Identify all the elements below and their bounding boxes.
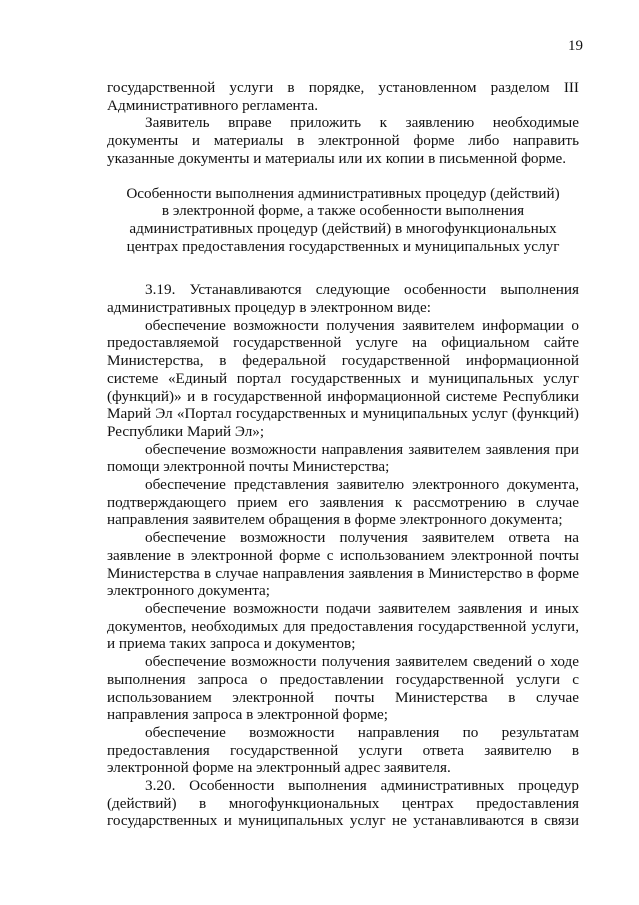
paragraph: обеспечение возможности направления заявителем заявления при помощи электронной почты Министерства;: [107, 440, 579, 476]
page-number: 19: [568, 38, 583, 54]
paragraph: обеспечение возможности получения заявителем информации о предоставляемой государственной услуге на официальном сайте Министерства, в федеральной государственной информационной системе «Единый портал государственных и муниципальных услуг (функций)» и в государственной информационной системе Республики Марий Эл «Портал государственных и муниципальных услуг (функций) Республики Марий Эл»;: [107, 316, 579, 440]
section-heading-line: Особенности выполнения административных процедур (действий): [126, 184, 560, 202]
document-body: [107, 79, 579, 830]
paragraph: обеспечение возможности подачи заявителем заявления и иных документов, необходимых для предоставления государственной услуги, и приема таких запроса и документов;: [107, 599, 579, 653]
paragraph: 3.19. Устанавливаются следующие особенности выполнения административных процедур в электронном виде:: [107, 281, 579, 317]
section-heading: [107, 185, 579, 256]
paragraph: обеспечение возможности получения заявителем ответа на заявление в электронной форме с использованием электронной почты Министерства в случае направления заявления в Министерство в форме электронного документа;: [107, 529, 579, 600]
section-heading-line: административных процедур (действий) в многофункциональных: [129, 219, 557, 237]
paragraph: обеспечение возможности направления по результатам предоставления государственной услуги ответа заявителю в электронной форме на электронный адрес заявителя.: [107, 723, 579, 777]
paragraph: Заявитель вправе приложить к заявлению необходимые документы и материалы в электронной форме либо направить указанные документы и материалы или их копии в письменной форме.: [107, 114, 579, 167]
section-heading-line: в электронной форме, а также особенности выполнения: [161, 202, 525, 220]
paragraph: обеспечение представления заявителю электронного документа, подтверждающего прием его заявления к рассмотрению в случае направления заявителем обращения в форме электронного документа;: [107, 476, 579, 529]
section-heading-line: центрах предоставления государственных и муниципальных услуг: [126, 237, 560, 255]
paragraph: обеспечение возможности получения заявителем сведений о ходе выполнения запроса о предоставлении государственной услуги с использованием электронной почты Министерства в случае направления запроса в электронной форме;: [107, 653, 579, 724]
paragraph: 3.20. Особенности выполнения административных процедур (действий) в многофункциональных центрах предоставления государственных и муниципальных услуг не устанавливаются в связи: [107, 777, 579, 830]
paragraph: государственной услуги в порядке, установленном разделом III Административного регламента.: [107, 79, 579, 114]
